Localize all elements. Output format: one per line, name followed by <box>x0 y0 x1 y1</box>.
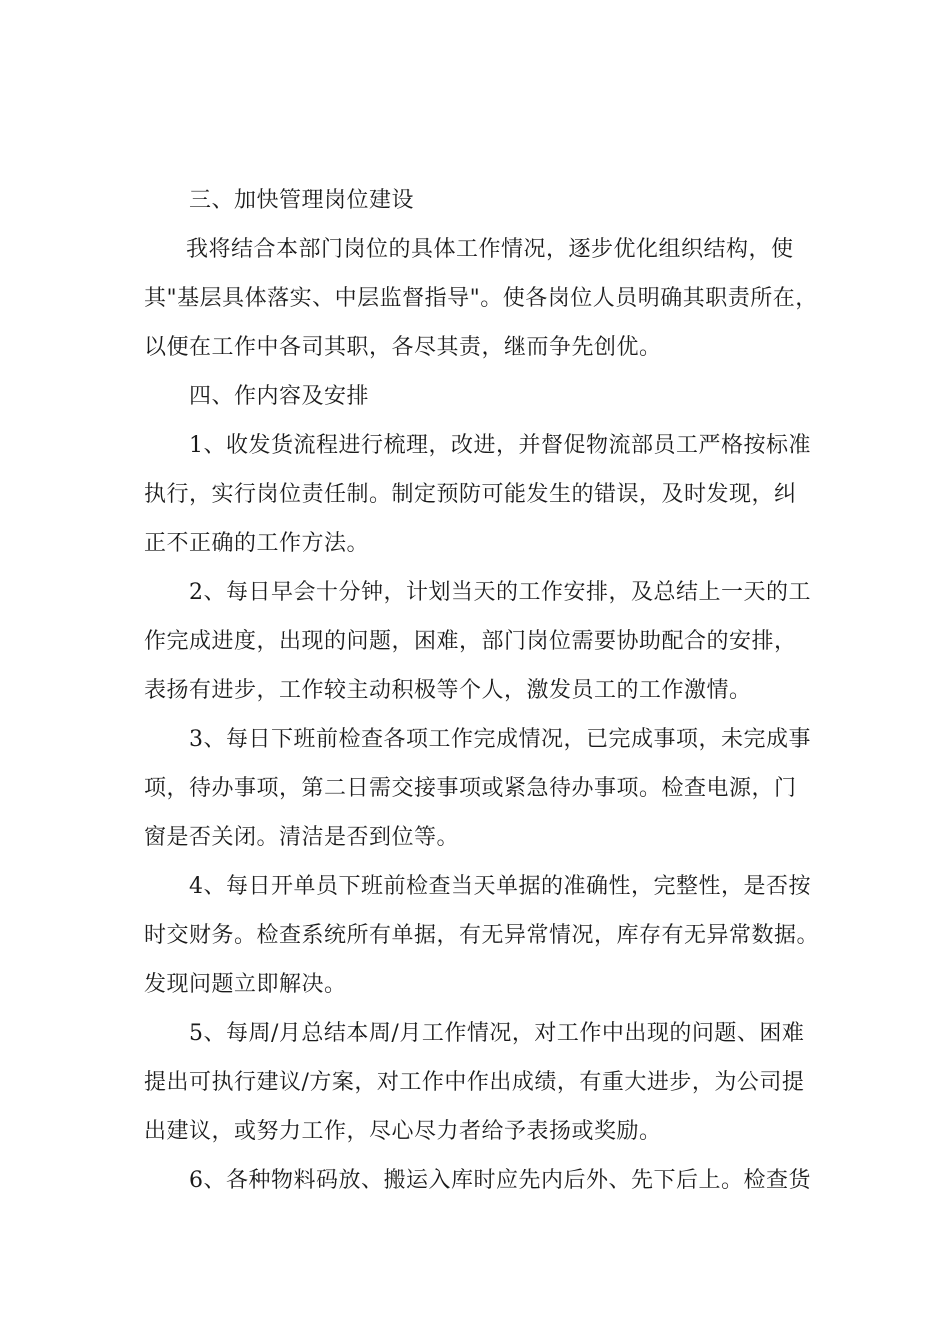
list-item-2-line: 表扬有进步，工作较主动积极等个人，激发员工的工作激情。 <box>144 678 752 703</box>
list-item-3-line: 项，待办事项，第二日需交接事项或紧急待办事项。检查电源，门 <box>144 776 797 801</box>
list-item-3-line: 3、每日下班前检查各项工作完成情况，已完成事项，未完成事 <box>189 727 811 752</box>
list-item-4-line: 时交财务。检查系统所有单据，有无异常情况，库存有无异常数据。 <box>144 923 820 948</box>
list-item-3-line: 窗是否关闭。清洁是否到位等。 <box>144 825 460 850</box>
list-item-1-line: 正不正确的工作方法。 <box>144 531 370 556</box>
document-body <box>144 176 820 1205</box>
paragraph-line: 我将结合本部门岗位的具体工作情况，逐步优化组织结构，使 <box>186 237 794 262</box>
paragraph-line: 其"基层具体落实、中层监督指导"。使各岗位人员明确其职责所在， <box>144 286 818 311</box>
list-item-4-line: 发现问题立即解决。 <box>144 972 347 997</box>
paragraph-line: 以便在工作中各司其职，各尽其责，继而争先创优。 <box>144 335 662 360</box>
list-item-1-line: 1、收发货流程进行梳理，改进，并督促物流部员工严格按标准 <box>189 433 811 458</box>
list-item-5-line: 出建议，或努力工作，尽心尽力者给予表扬或奖励。 <box>144 1119 662 1144</box>
list-item-1-line: 执行，实行岗位责任制。制定预防可能发生的错误，及时发现，纠 <box>144 482 797 507</box>
list-item-5-line: 5、每周/月总结本周/月工作情况，对工作中出现的问题、困难 <box>189 1021 805 1046</box>
list-item-4-line: 4、每日开单员下班前检查当天单据的准确性，完整性，是否按 <box>189 874 811 899</box>
list-item-6-line: 6、各种物料码放、搬运入库时应先内后外、先下后上。检查货 <box>189 1168 811 1193</box>
list-item-2-line: 作完成进度，出现的问题，困难，部门岗位需要协助配合的安排， <box>144 629 797 654</box>
list-item-2-line: 2、每日早会十分钟，计划当天的工作安排，及总结上一天的工 <box>189 580 811 605</box>
section-heading-3: 三、加快管理岗位建设 <box>189 188 415 213</box>
section-heading-4: 四、作内容及安排 <box>189 384 370 409</box>
list-item-5-line: 提出可执行建议/方案，对工作中作出成绩，有重大进步，为公司提 <box>144 1070 805 1095</box>
